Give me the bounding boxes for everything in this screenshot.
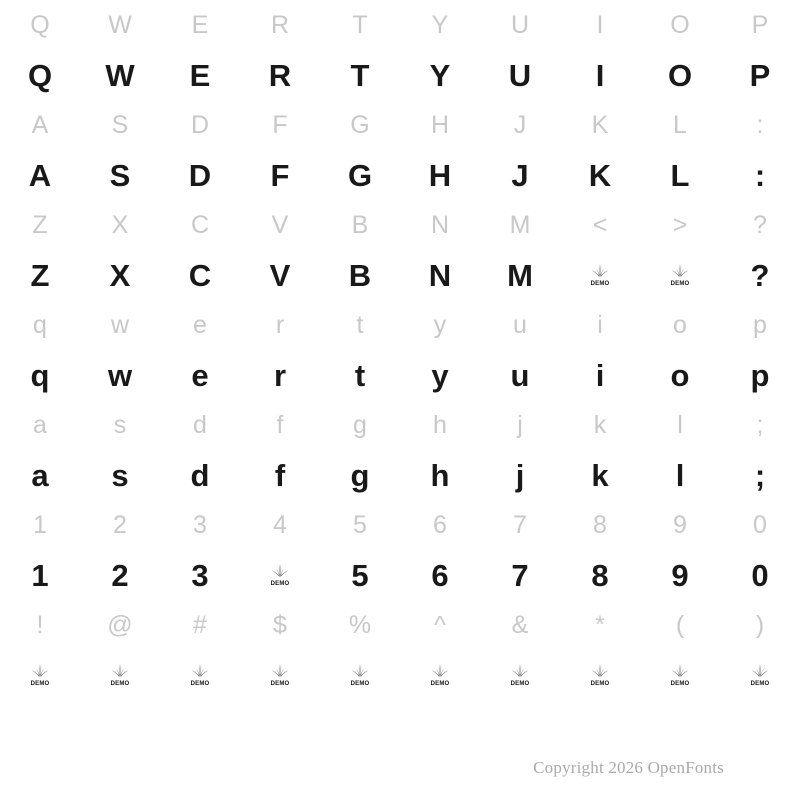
glyph-cell: y xyxy=(431,357,449,393)
glyph-row xyxy=(0,50,800,100)
glyph-row xyxy=(0,350,800,400)
demo-watermark-glyph xyxy=(80,650,160,700)
glyph-cell: Y xyxy=(429,57,451,93)
glyph-cell: Z xyxy=(32,210,48,239)
plant-demo-icon xyxy=(587,262,613,288)
glyph-cell: s xyxy=(113,410,127,439)
glyph-cell: 7 xyxy=(511,557,529,593)
glyph-cell: E xyxy=(191,10,209,39)
demo-label: DEMO xyxy=(670,681,690,687)
glyph-cell: a xyxy=(33,410,47,439)
glyph-cell: f xyxy=(276,410,284,439)
demo-watermark-glyph xyxy=(240,550,320,600)
demo-label: DEMO xyxy=(350,681,370,687)
glyph-cell: F xyxy=(272,110,288,139)
glyph-cell: g xyxy=(353,410,367,439)
glyph-cell: U xyxy=(508,57,532,93)
glyph-row xyxy=(0,150,800,200)
glyph-cell: k xyxy=(593,410,607,439)
glyph-cell: k xyxy=(591,457,609,493)
demo-label: DEMO xyxy=(590,681,610,687)
glyph-cell: i xyxy=(597,310,603,339)
glyph-cell: 2 xyxy=(111,557,129,593)
glyph-cell: 0 xyxy=(753,510,767,539)
glyph-cell: C xyxy=(188,257,212,293)
glyph-row xyxy=(0,250,800,300)
glyph-cell: S xyxy=(109,157,131,193)
glyph-cell: G xyxy=(350,110,370,139)
glyph-cell: ; xyxy=(754,457,766,493)
glyph-cell: ( xyxy=(675,610,685,639)
glyph-cell: I xyxy=(595,57,605,93)
demo-watermark-glyph xyxy=(480,650,560,700)
glyph-cell: J xyxy=(513,110,527,139)
glyph-cell: 4 xyxy=(273,510,287,539)
demo-label: DEMO xyxy=(670,281,690,287)
glyph-cell: 6 xyxy=(433,510,447,539)
glyph-cell: ) xyxy=(755,610,765,639)
glyph-cell: # xyxy=(193,610,207,639)
glyph-cell: ? xyxy=(750,257,770,293)
glyph-cell: Z xyxy=(30,257,50,293)
demo-label: DEMO xyxy=(510,681,530,687)
demo-watermark-glyph xyxy=(0,650,80,700)
glyph-row xyxy=(0,500,800,550)
demo-label: DEMO xyxy=(110,681,130,687)
demo-watermark-glyph xyxy=(640,650,720,700)
glyph-cell: e xyxy=(191,357,209,393)
glyph-cell: ! xyxy=(36,610,44,639)
demo-watermark-glyph xyxy=(640,250,720,300)
glyph-cell: M xyxy=(507,257,533,293)
glyph-cell: j xyxy=(515,457,525,493)
plant-demo-icon xyxy=(187,662,213,688)
glyph-cell: q xyxy=(33,310,47,339)
glyph-cell: i xyxy=(595,357,605,393)
demo-watermark-glyph xyxy=(720,650,800,700)
glyph-cell: K xyxy=(588,157,612,193)
glyph-cell: > xyxy=(672,210,688,239)
plant-demo-icon xyxy=(267,562,293,588)
glyph-cell: s xyxy=(111,457,129,493)
demo-watermark-glyph xyxy=(560,650,640,700)
glyph-cell: R xyxy=(270,10,290,39)
glyph-cell: o xyxy=(670,357,690,393)
glyph-cell: 8 xyxy=(593,510,607,539)
glyph-cell: < xyxy=(592,210,608,239)
glyph-cell: & xyxy=(511,610,529,639)
glyph-cell: o xyxy=(673,310,687,339)
glyph-cell: U xyxy=(510,10,530,39)
glyph-cell: 9 xyxy=(671,557,689,593)
plant-demo-icon xyxy=(267,662,293,688)
glyph-cell: W xyxy=(108,10,132,39)
glyph-cell: a xyxy=(31,457,49,493)
glyph-cell: M xyxy=(509,210,531,239)
glyph-cell: h xyxy=(433,410,447,439)
glyph-cell: $ xyxy=(273,610,287,639)
glyph-cell: e xyxy=(193,310,207,339)
glyph-cell: 3 xyxy=(191,557,209,593)
glyph-cell: d xyxy=(190,457,210,493)
demo-watermark-glyph xyxy=(160,650,240,700)
glyph-cell: A xyxy=(31,110,49,139)
glyph-cell: w xyxy=(107,357,133,393)
glyph-cell: T xyxy=(352,10,368,39)
glyph-cell: p xyxy=(753,310,767,339)
glyph-cell: A xyxy=(28,157,52,193)
glyph-cell: P xyxy=(751,10,769,39)
glyph-cell: S xyxy=(111,110,129,139)
glyph-cell: V xyxy=(269,257,291,293)
glyph-cell: @ xyxy=(107,610,133,639)
plant-demo-icon xyxy=(27,662,53,688)
glyph-row xyxy=(0,600,800,650)
glyph-cell: Q xyxy=(30,10,50,39)
demo-label: DEMO xyxy=(750,681,770,687)
glyph-cell: % xyxy=(348,610,372,639)
glyph-cell: Y xyxy=(431,10,449,39)
glyph-row xyxy=(0,100,800,150)
glyph-cell: P xyxy=(749,57,771,93)
glyph-cell: H xyxy=(430,110,450,139)
glyph-cell: L xyxy=(673,110,687,139)
glyph-cell: y xyxy=(433,310,447,339)
glyph-cell: K xyxy=(591,110,609,139)
glyph-cell: : xyxy=(756,110,764,139)
glyph-cell: B xyxy=(348,257,372,293)
glyph-cell: 5 xyxy=(353,510,367,539)
glyph-cell: r xyxy=(273,357,287,393)
demo-watermark-glyph xyxy=(320,650,400,700)
glyph-cell: 0 xyxy=(751,557,769,593)
plant-demo-icon xyxy=(347,662,373,688)
glyph-cell: F xyxy=(270,157,290,193)
glyph-cell: 1 xyxy=(31,557,49,593)
glyph-cell: j xyxy=(517,410,523,439)
glyph-cell: t xyxy=(356,310,364,339)
glyph-cell: X xyxy=(109,257,131,293)
glyph-cell: w xyxy=(110,310,130,339)
glyph-cell: O xyxy=(667,57,693,93)
glyph-cell: 1 xyxy=(33,510,47,539)
glyph-cell: R xyxy=(268,57,292,93)
glyph-cell: X xyxy=(111,210,129,239)
glyph-row xyxy=(0,650,800,700)
plant-demo-icon xyxy=(587,662,613,688)
demo-label: DEMO xyxy=(590,281,610,287)
glyph-cell: H xyxy=(428,157,452,193)
glyph-cell: u xyxy=(513,310,527,339)
demo-watermark-glyph xyxy=(240,650,320,700)
glyph-cell: E xyxy=(189,57,211,93)
plant-demo-icon xyxy=(427,662,453,688)
glyph-cell: T xyxy=(350,57,370,93)
demo-label: DEMO xyxy=(190,681,210,687)
glyph-cell: C xyxy=(190,210,210,239)
glyph-cell: ; xyxy=(756,410,764,439)
demo-label: DEMO xyxy=(270,581,290,587)
glyph-cell: W xyxy=(105,57,135,93)
glyph-cell: l xyxy=(675,457,685,493)
glyph-cell: G xyxy=(347,157,373,193)
glyph-cell: V xyxy=(271,210,289,239)
glyph-cell: 7 xyxy=(513,510,527,539)
glyph-cell: q xyxy=(30,357,50,393)
glyph-cell: Q xyxy=(27,57,53,93)
glyph-cell: D xyxy=(190,110,210,139)
glyph-row xyxy=(0,200,800,250)
glyph-row xyxy=(0,450,800,500)
glyph-cell: g xyxy=(350,457,370,493)
glyph-cell: 9 xyxy=(673,510,687,539)
demo-label: DEMO xyxy=(270,681,290,687)
glyph-cell: f xyxy=(274,457,286,493)
plant-demo-icon xyxy=(667,262,693,288)
glyph-cell: D xyxy=(188,157,212,193)
glyph-row xyxy=(0,0,800,50)
glyph-cell: I xyxy=(596,10,604,39)
glyph-cell: 8 xyxy=(591,557,609,593)
glyph-cell: u xyxy=(510,357,530,393)
glyph-cell: B xyxy=(351,210,369,239)
plant-demo-icon xyxy=(747,662,773,688)
glyph-cell: L xyxy=(670,157,690,193)
glyph-cell: l xyxy=(677,410,683,439)
plant-demo-icon xyxy=(107,662,133,688)
glyph-cell: r xyxy=(275,310,285,339)
glyph-cell: ^ xyxy=(434,610,446,639)
glyph-cell: : xyxy=(754,157,766,193)
glyph-cell: 6 xyxy=(431,557,449,593)
glyph-cell: h xyxy=(430,457,450,493)
copyright-notice: Copyright 2026 OpenFonts xyxy=(533,758,724,777)
glyph-row xyxy=(0,550,800,600)
demo-label: DEMO xyxy=(430,681,450,687)
demo-watermark-glyph xyxy=(560,250,640,300)
glyph-cell: N xyxy=(428,257,452,293)
glyph-cell: t xyxy=(354,357,366,393)
glyph-row xyxy=(0,300,800,350)
demo-label: DEMO xyxy=(30,681,50,687)
glyph-cell: 3 xyxy=(193,510,207,539)
glyph-cell: * xyxy=(595,610,605,639)
glyph-cell: p xyxy=(750,357,770,393)
glyph-cell: d xyxy=(193,410,207,439)
glyph-cell: 5 xyxy=(351,557,369,593)
plant-demo-icon xyxy=(667,662,693,688)
glyph-cell: 2 xyxy=(113,510,127,539)
glyph-row xyxy=(0,400,800,450)
demo-watermark-glyph xyxy=(400,650,480,700)
glyph-cell: J xyxy=(511,157,529,193)
plant-demo-icon xyxy=(507,662,533,688)
glyph-cell: O xyxy=(670,10,690,39)
glyph-cell: N xyxy=(430,210,450,239)
glyph-cell: ? xyxy=(753,210,767,239)
